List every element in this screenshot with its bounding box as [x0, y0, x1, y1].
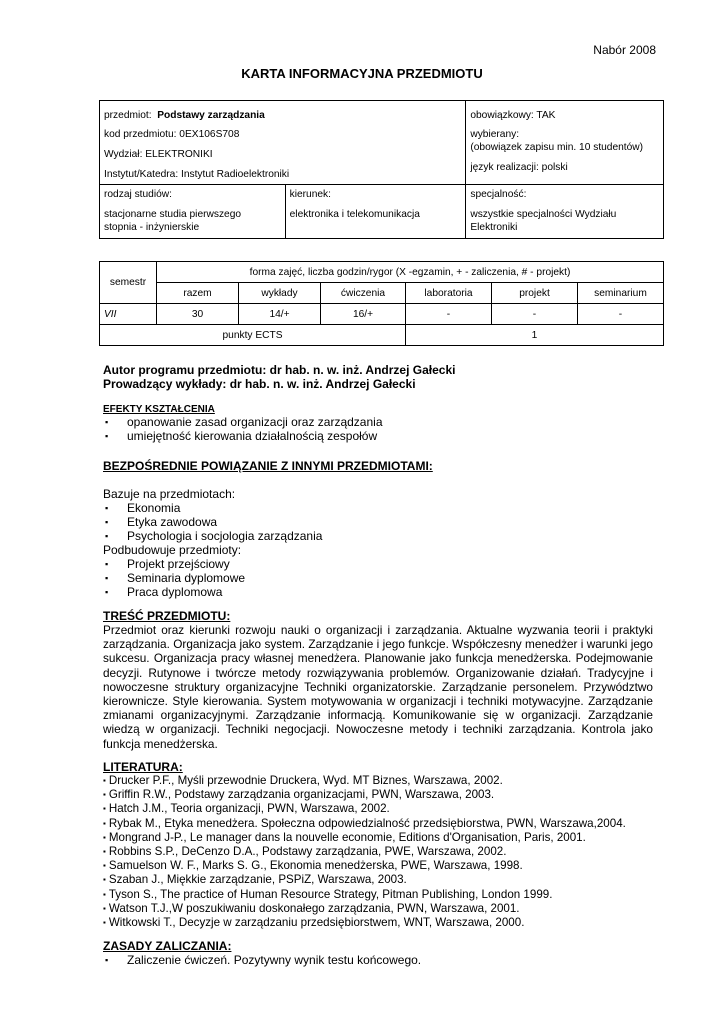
list-item [103, 859, 663, 873]
bullet-icon: ▪ [105, 431, 109, 441]
list-item [103, 953, 663, 967]
list-item-text: Praca dyplomowa [127, 585, 223, 600]
list-item-text: Drucker P.F., Myśli przewodnie Druckera, Wyd. MT Biznes, Warszawa, 2002. [108, 774, 503, 787]
list-item-text: Griffin R.W., Podstawy zarządzania organizacjami, PWN, Warszawa, 2003. [108, 788, 495, 802]
row-seminarium: - [578, 304, 664, 325]
list-item-text: Seminaria dyplomowe [127, 571, 246, 586]
rodzaj-value-1: stacjonarne studia pierwszego [104, 209, 242, 220]
row-cwiczenia: 16/+ [321, 304, 406, 325]
przedmiot-value: Podstawy zarządzania [157, 110, 265, 121]
row-wyklady: 14/+ [239, 304, 321, 325]
col-razem: razem [157, 283, 239, 304]
zasady-section [103, 939, 663, 967]
list-item [103, 429, 663, 443]
list-item-text: opanowanie zasad organizacji oraz zarządzania [127, 415, 383, 429]
row-projekt: - [492, 304, 578, 325]
list-item [103, 529, 663, 543]
list-item [103, 802, 663, 816]
tresc-text: Przedmiot oraz kierunki rozwoju nauki o organizacji i zarządzania. Aktualne wyzwania teorii i praktyki zarządzania. Organizacja jako system. Zarządzanie i jego funkcje. Współczesny menedżer i warunki jego sukcesu. Organizacja pracy własnej menedżera. Planowanie jako funkcja menedżerska. Podejmowanie decyzji. Rutynowe i twórcze metody rozwiązywania problemów. Organizowanie działań. Tradycyjne i nowoczesne struktury organizacyjne Techniki organizatorskie. Zarządzanie personelem. Przywództwo kierownicze. Style kierowania. System motywowania w organizacji i techniki motywacyjne. Zarządzanie zmianami organizacyjnymi. Zarządzanie informacją. Komunikowanie się w organizacji. Zarządzanie wiedzą w organizacji. Techniki negocjacji. Nowoczesne metody i techniki zarządzania. Kontrola jako funkcja menedżerska. [103, 623, 653, 751]
course-status-cell [466, 101, 664, 185]
list-item-text: Projekt przejściowy [127, 557, 230, 572]
course-info-table [99, 100, 664, 239]
list-item-text: Rybak M., Etyka menedżera. Społeczna odpowiedzialność przedsiębiorstwa, PWN, Warszawa,2004. [108, 816, 626, 830]
powiazania-section [103, 459, 663, 599]
schedule-table [99, 261, 664, 346]
list-item-text: umiejętność kierowania działalnością zespołów [127, 429, 378, 443]
list-item [103, 515, 663, 529]
list-item [103, 571, 663, 585]
jezyk-realizacji: język realizacji: polski [470, 162, 568, 173]
bullet-icon: ▪ [103, 776, 106, 785]
bullet-icon: ▪ [105, 587, 109, 598]
bullet-icon: ▪ [103, 903, 106, 913]
list-item-text: Robbins S.P., DeCenzo D.A., Podstawy zarządzania, PWE, Warszawa, 2002. [108, 845, 507, 859]
specjalnosc-label: specjalność: [470, 189, 527, 200]
instytut: Instytut/Katedra: Instytut Radioelektroniki [104, 169, 290, 180]
efekty-list [103, 415, 663, 443]
bullet-icon: ▪ [103, 790, 106, 800]
list-item [103, 873, 663, 887]
zasady-list [103, 953, 663, 967]
bullet-icon: ▪ [105, 955, 109, 965]
col-seminarium: seminarium [578, 283, 664, 304]
bullet-icon: ▪ [105, 417, 109, 427]
list-item [103, 902, 663, 916]
efekty-section [103, 404, 663, 443]
list-item-text: Mongrand J-P., Le manager dans la nouvelle economie, Editions d'Organisation, Paris, 2001. [108, 830, 586, 844]
list-item-text: Psychologia i socjologia zarządzania [127, 529, 323, 544]
col-laboratoria: laboratoria [406, 283, 492, 304]
rodzaj-label: rodzaj studiów: [104, 189, 172, 200]
list-item [103, 888, 663, 902]
list-item [103, 831, 663, 845]
semestr-header: semestr [100, 262, 157, 304]
zasady-heading: ZASADY ZALICZANIA: [103, 939, 232, 953]
kierunek-label: kierunek: [289, 189, 331, 200]
list-item-text: Watson T.J.,W poszukiwaniu doskonałego zarządzania, PWN, Warszawa, 2001. [108, 901, 520, 915]
przedmiot-label: przedmiot: [104, 110, 152, 121]
list-item [103, 774, 663, 788]
list-item [103, 916, 663, 930]
col-cwiczenia: ćwiczenia [321, 283, 406, 304]
forma-zajec-header: forma zajęć, liczba godzin/rygor (X -egzamin, + - zaliczenia, # - projekt) [157, 262, 664, 283]
list-item-text: Etyka zawodowa [127, 515, 218, 530]
bullet-icon: ▪ [105, 531, 109, 542]
specjalnosc-value-1: wszystkie specjalności Wydziału [470, 209, 617, 220]
list-item-text: Hatch J.M., Teoria organizacji, PWN, Warszawa, 2002. [108, 802, 390, 816]
bullet-icon: ▪ [105, 503, 109, 514]
list-item-text: Witkowski T., Decyzje w zarządzaniu przedsiębiorstwem, WNT, Warszawa, 2000. [108, 916, 525, 930]
list-item-text: Szaban J., Miękkie zarządzanie, PSPiZ, Warszawa, 2003. [108, 873, 407, 887]
bazuje-list [103, 501, 663, 543]
nabor-label: Nabór 2008 [593, 43, 656, 57]
bullet-icon: ▪ [105, 559, 109, 570]
bullet-icon: ▪ [105, 573, 109, 584]
literatura-heading: LITERATURA: [103, 760, 183, 774]
authors-block [103, 363, 455, 391]
wydzial: Wydział: ELEKTRONIKI [104, 149, 213, 160]
specjalnosc-cell [466, 185, 664, 239]
podbudowuje-list [103, 557, 663, 599]
list-item [103, 817, 663, 831]
efekty-heading: EFEKTY KSZTAŁCENIA [103, 404, 215, 415]
rodzaj-studiow-cell [100, 185, 286, 239]
list-item-text: Ekonomia [127, 501, 181, 516]
literatura-list [103, 774, 663, 930]
row-laboratoria: - [406, 304, 492, 325]
bullet-icon: ▪ [103, 918, 106, 928]
ects-label: punkty ECTS [100, 325, 406, 346]
wybierany: wybierany: [470, 129, 520, 140]
bullet-icon: ▪ [103, 832, 106, 842]
rodzaj-value-2: stopnia - inżynierskie [104, 222, 200, 233]
course-info-cell [100, 101, 466, 185]
bullet-icon: ▪ [103, 889, 106, 899]
list-item-text: Samuelson W. F., Marks S. G., Ekonomia menedżerska, PWE, Warszawa, 1998. [108, 859, 523, 873]
tresc-heading: TREŚĆ PRZEDMIOTU: [103, 609, 231, 623]
list-item [103, 415, 663, 429]
kierunek-cell [285, 185, 466, 239]
list-item-text: Tyson S., The practice of Human Resource Strategy, Pitman Publishing, London 1999. [108, 887, 553, 901]
kod-przedmiotu: kod przedmiotu: 0EX106S708 [104, 129, 240, 140]
col-projekt: projekt [492, 283, 578, 304]
bullet-icon: ▪ [103, 861, 106, 871]
bullet-icon: ▪ [103, 804, 106, 814]
bullet-icon: ▪ [105, 517, 109, 528]
prowadzacy: Prowadzący wykłady: dr hab. n. w. inż. Andrzej Gałecki [103, 377, 416, 391]
podbudowuje-label: Podbudowuje przedmioty: [103, 543, 242, 558]
bullet-icon: ▪ [103, 847, 106, 857]
obowiazkowy: obowiązkowy: TAK [470, 110, 556, 121]
list-item [103, 585, 663, 599]
list-item [103, 845, 663, 859]
bullet-icon: ▪ [103, 818, 106, 828]
powiazania-heading: BEZPOŚREDNIE POWIĄZANIE Z INNYMI PRZEDMIOTAMI: [103, 459, 433, 473]
list-item-text: Zaliczenie ćwiczeń. Pozytywny wynik testu końcowego. [127, 953, 422, 967]
kierunek-value: elektronika i telekomunikacja [289, 209, 420, 220]
specjalnosc-value-2: Elektroniki [470, 222, 518, 233]
bazuje-label: Bazuje na przedmiotach: [103, 487, 236, 501]
list-item [103, 501, 663, 515]
wybierany-note: (obowiązek zapisu min. 10 studentów) [470, 142, 644, 153]
row-razem: 30 [157, 304, 239, 325]
tresc-section [103, 609, 653, 751]
literatura-section [103, 760, 663, 930]
list-item [103, 788, 663, 802]
bullet-icon: ▪ [103, 875, 106, 885]
autor-programu: Autor programu przedmiotu: dr hab. n. w. inż. Andrzej Gałecki [103, 363, 456, 377]
document-title: KARTA INFORMACYJNA PRZEDMIOTU [241, 66, 483, 81]
row-semestr: VII [100, 304, 157, 325]
ects-value: 1 [406, 325, 664, 346]
list-item [103, 557, 663, 571]
col-wyklady: wykłady [239, 283, 321, 304]
